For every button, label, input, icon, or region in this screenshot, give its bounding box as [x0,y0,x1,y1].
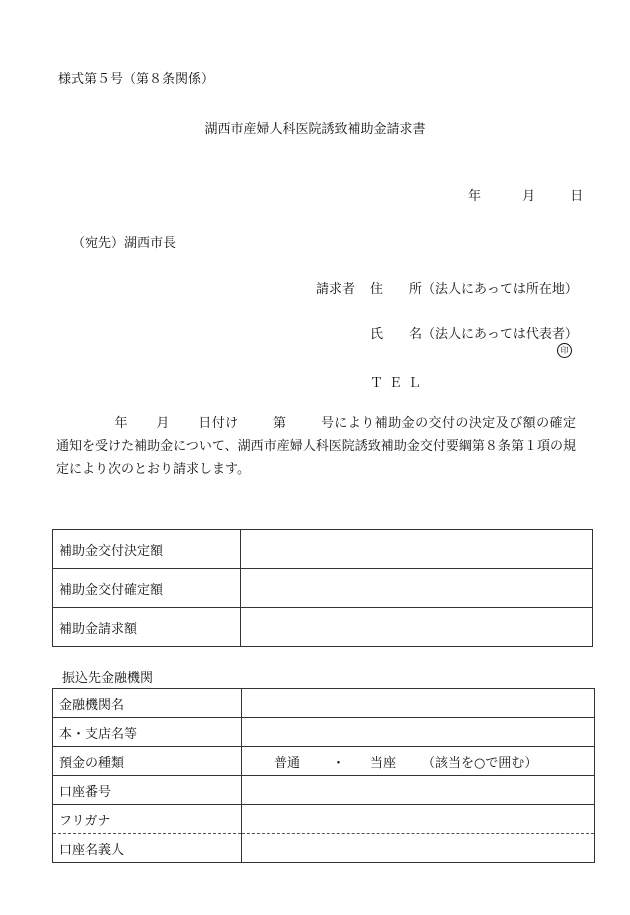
table-row [53,747,595,776]
furigana-label: フリガナ [53,805,242,834]
deposit-type-field[interactable] [242,747,595,776]
confirmed-amount-label: 補助金交付確定額 [53,569,241,608]
account-holder-field[interactable] [242,834,595,863]
account-number-field[interactable] [242,776,595,805]
table-row [53,718,595,747]
addressee: （宛先）湖西市長 [72,236,177,251]
table-row [53,776,595,805]
bank-name-label: 金融機関名 [53,689,242,718]
furigana-field[interactable] [242,805,595,834]
requested-amount-field[interactable] [241,608,593,647]
table-row [53,608,593,647]
account-holder-label: 口座名義人 [53,834,242,863]
body-month: 月 [155,416,170,431]
deposit-option-ordinary[interactable]: 普通 [274,755,301,771]
requester-address-label: 住 所（法人にあっては所在地） [370,282,578,297]
form-number: 様式第５号（第８条関係） [58,72,215,87]
deposit-note: （該当を○で囲む） [422,755,538,771]
deposit-type-label: 預金の種類 [53,747,242,776]
date-line [468,185,583,204]
date-day: 日 [570,189,584,204]
requester-name-label: 氏 名（法人にあっては代表者） [370,327,578,342]
decided-amount-label: 補助金交付決定額 [53,530,241,569]
table-row [53,569,593,608]
requester-tel-label: ＴＥＬ [370,376,428,391]
requester-label: 請求者 [316,282,356,297]
table-row [53,805,595,834]
body-number-prefix: 第 [272,416,287,431]
bank-name-field[interactable] [242,689,595,718]
document-title: 湖西市産婦人科医院誘致補助金請求書 [204,122,426,137]
table-row [53,834,595,863]
account-number-label: 口座番号 [53,776,242,805]
bank-table [52,688,595,863]
table-row [53,530,593,569]
deposit-separator: ・ [332,755,346,771]
branch-name-field[interactable] [242,718,595,747]
branch-name-label: 本・支店名等 [53,718,242,747]
date-month: 月 [522,189,536,204]
request-body-text [56,412,576,481]
bank-caption: 振込先金融機関 [62,671,154,686]
date-year: 年 [468,189,482,204]
seal-mark: 印 [557,343,572,358]
table-row [53,689,595,718]
body-main-text: 号により補助金の交付の決定及び額の確定通知を受けた補助金について、湖西市産婦人科医院誘致補助金交付要綱第８条第１項の規定により次のとおり請求します。 [56,416,576,477]
body-dated: 日付け [197,416,239,431]
decided-amount-field[interactable] [241,530,593,569]
body-year: 年 [114,416,128,431]
deposit-option-current[interactable]: 当座 [370,755,397,771]
confirmed-amount-field[interactable] [241,569,593,608]
amount-table [52,529,593,647]
requested-amount-label: 補助金請求額 [53,608,241,647]
